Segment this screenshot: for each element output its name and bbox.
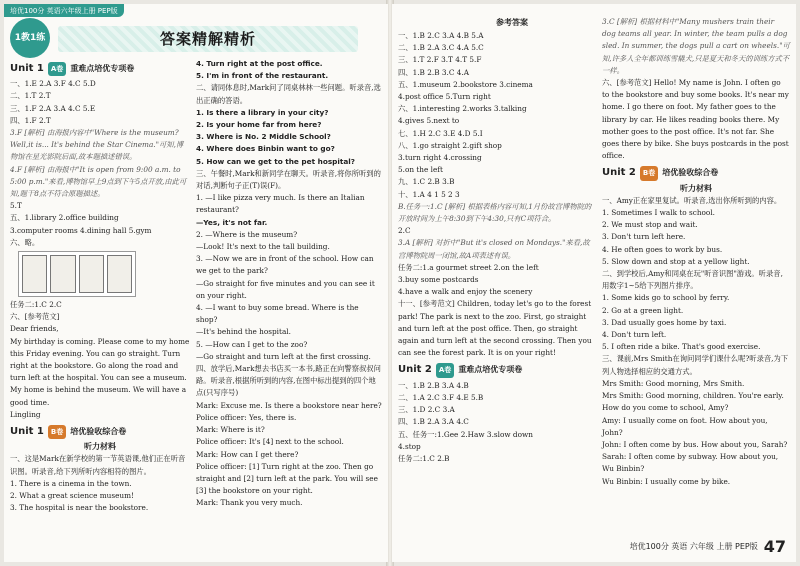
answer-line: 三、1.D 2.C 3.A	[398, 405, 455, 415]
answer-line: Sarah: I often come by subway. How about you, Wu Binbin?	[602, 452, 779, 474]
answer-line: 四、放学后,Mark想去书店买一本书,路正在向警察叔叔问路。听录音,根据所听到的内容,在图中标出提到的四个地点(只写序号)	[196, 364, 381, 398]
answer-line: John: I often come by bus. How about you, Sarah?	[602, 439, 788, 449]
answer-line: Mark: How can I get there?	[196, 449, 299, 459]
answer-line: 十、1.A 4 1 5 2 3	[398, 189, 460, 199]
answer-line: 三、午餐时,Mark和新同学在聊天。听录音,将你所听到的对话,判断句子正(T)误(F)。	[196, 168, 381, 191]
answer-line: Police officer: [1] Turn right at the zoo. Then go straight and [2] turn left at the park. You will see [3] the bookstore on your right.	[196, 461, 378, 496]
listening-label: 听力材料	[84, 442, 116, 452]
left-page	[4, 4, 388, 562]
listening-label: 听力材料	[680, 183, 712, 193]
answer-line: 3. Dad usually goes home by taxi.	[602, 317, 727, 327]
answer-line: 二、1.A 2.C 3.F 4.E 5.B	[398, 392, 484, 402]
unit2-b-badge: B卷	[640, 166, 658, 180]
answer-line: 九、1.C 2.B 3.B	[398, 177, 455, 187]
answer-line: Dear friends,	[10, 324, 59, 334]
answer-line: 四、1.B 2.A 3.A 4.C	[398, 417, 469, 427]
answer-line: 3.buy some postcards	[398, 275, 479, 285]
footer-text: 培优100分 英语 六年级 上册 PEP版	[629, 542, 758, 551]
answer-line: 5. I'm in front of the restaurant.	[196, 71, 329, 81]
answer-line: Wu Binbin: I usually come by bike.	[602, 476, 731, 486]
answer-line: 五、1.museum 2.bookstore 3.cinema	[398, 79, 533, 89]
answer-line: 5. I often ride a bike. That's good exercise.	[602, 342, 761, 352]
answer-line: B.任务一:1.C [解析] 根据表格内容可知,1月份故宫博物院的开放时间为上午8:30到下午4:30,只有C项符合。	[398, 201, 592, 224]
answer-line: 3. Don't turn left here.	[602, 232, 686, 242]
map-illustration	[18, 251, 136, 297]
essay: 六、[参考范文] Hello! My name is John. I often go to the bookstore and buy some books. It's near my home. I go there on foot. My father goes to the library by car. He likes reading books there. My mother goes to the post office. It's not far. She goes there by bike. She buys postcards in the post office.	[602, 78, 789, 161]
right-page	[392, 4, 796, 562]
answer-line: 五、1.library 2.office building	[10, 213, 119, 223]
answer-line: 六、略。	[10, 237, 40, 247]
answer-line: 1. Some kids go to school by ferry.	[602, 293, 730, 303]
answer-line: —Go straight for five minutes and you can see it on your right.	[196, 278, 375, 300]
answer-line: Mark: Thank you very much.	[196, 498, 303, 508]
left-column-2	[196, 58, 382, 510]
answer-line: 3.turn right 4.crossing	[398, 153, 482, 163]
answer-line: 六、[参考范文]	[10, 312, 60, 322]
answer-line: 六、1.interesting 2.works 3.talking	[398, 104, 527, 114]
unit2-a-heading: Unit 2 A卷 重难点培优专项卷	[398, 363, 594, 377]
answer-line: 3.C [解析] 根据材料中"Many mushers train their dog teams all year. In winter, the team pulls a dog sled. In summer, the dogs pull a cart on wheels."可知,许多人全年都训练雪橇犬,只是夏天和冬天的训练方式不一样。	[602, 17, 790, 75]
answer-line: Police officer: Yes, there is.	[196, 412, 297, 422]
main-title: 答案精解精析	[159, 30, 256, 48]
answer-line: 5. —How can I get to the zoo?	[196, 339, 308, 349]
left-column-1	[10, 58, 190, 515]
answer-line: Mark: Excuse me. Is there a bookstore near here?	[196, 400, 382, 410]
unit1-b-badge: B卷	[48, 425, 66, 439]
answer-line: —Look! It's next to the tall building.	[196, 242, 330, 252]
answer-line: 4. Turn right at the post office.	[196, 59, 323, 68]
answer-line: 5.T	[10, 201, 22, 211]
answer-line: 2. We must stop and wait.	[602, 220, 698, 230]
answer-line: 3. Where is No. 2 Middle School?	[196, 132, 331, 142]
unit1-a-heading: Unit 1 A卷 重难点培优专项卷	[10, 62, 190, 76]
answer-line: 四、1.B 2.B 3.C 4.A	[398, 67, 469, 77]
answer-line: 4.F [解析] 由海报中"It is open from 9:00 a.m. to 5:00 p.m."来看,博物馆早上9点到下午5点开放,由此可知,题干8点不符合原题描述。	[10, 164, 187, 199]
answer-line: 3.computer rooms 4.dining hall 5.gym	[10, 225, 152, 235]
answer-line: 七、1.H 2.C 3.E 4.D 5.I	[398, 128, 483, 138]
answer-line: Well,it is... It's behind the Star Cinema."可知,博物馆在星光影院后面,故本题描述错误。	[10, 140, 184, 162]
answer-line: 二、1.B 2.A 3.C 4.A 5.C	[398, 43, 484, 53]
answer-line: 一、1.B 2.C 3.A 4.B 5.A	[398, 31, 484, 40]
answer-line: 2. What a great science museum!	[10, 491, 134, 501]
unit2-b-heading: Unit 2 B卷 培优验收综合卷	[602, 166, 790, 180]
answer-line: 3. —Now we are in front of the school. How can we get to the park?	[196, 254, 374, 276]
page-number: 47	[763, 537, 786, 556]
unit2-a-badge: A卷	[436, 363, 454, 377]
answer-line: 三、1.T 2.F 3.T 4.T 5.F	[398, 55, 482, 65]
answer-line: 2. Go at a green light.	[602, 305, 684, 315]
answer-line: 一、1.E 2.A 3.F 4.C 5.D	[10, 79, 96, 89]
answer-line: Mark: Where is it?	[196, 425, 265, 435]
section-title: 参考答案	[496, 18, 528, 27]
answer-line: 5.on the left	[398, 165, 443, 175]
answer-line: 四、1.F 2.T	[10, 115, 51, 125]
answer-line: 三、1.F 2.A 3.A 4.C 5.E	[10, 103, 96, 113]
essay: My birthday is coming. Please come to my home this Friday evening. You can go straight. Turn right at the bookstore. Go along the road and turn left at the hospital. You can see a museum. My home is behind the museum. We will have a good time.	[10, 336, 190, 407]
answer-line: 二、请同体息时,Mark问了同桌林林一些问题。听录音,选出正确的答语。	[196, 83, 381, 105]
right-column-2	[602, 16, 790, 488]
answer-line: Police officer: It's [4] next to the school.	[196, 437, 344, 447]
answer-line: 3.F [解析] 由海报内容中"Where is the museum?	[10, 128, 179, 138]
answer-line: 3.A [解析] 对折中"But it's closed on Mondays."来看,故宫博物院周一闭馆,故A项表述有误。	[398, 238, 590, 260]
logo: 1教1练	[10, 18, 50, 58]
answer-line: Amy: I usually come on foot. How about you, John?	[602, 415, 768, 437]
answer-line: 3. The hospital is near the bookstore.	[10, 503, 149, 513]
answer-line: 任务二:1.C 2.C	[10, 300, 62, 310]
answer-line: 4. Where does Binbin want to go?	[196, 144, 335, 154]
answer-line: 一、Amy正在家里复试。听录音,选出你所听到的内容。	[602, 195, 782, 205]
answer-line: 1. —I like pizza very much. Is there an Italian restaurant?	[196, 193, 365, 215]
answer-line: 1. Is there a library in your city?	[196, 107, 329, 117]
answer-line: 一、这是Mark在新学校的第一节英语课,他们正在听音识图。听录音,给下列所听内容相符的图片。	[10, 454, 186, 476]
answer-line: Lingling	[10, 409, 41, 419]
answer-line: 4. —I want to buy some bread. Where is the shop?	[196, 303, 359, 325]
answer-line: 4. He often goes to work by bus.	[602, 244, 723, 254]
answer-line: 八、1.go straight 2.gift shop	[398, 140, 502, 150]
answer-line: 4. Don't turn left.	[602, 330, 667, 340]
unit1-b-heading: Unit 1 B卷 培优验收综合卷	[10, 425, 190, 439]
answer-line: 三、课前,Mrs Smith在询问同学们课什么呢?听录音,为下列人物选择相应的交通方式。	[602, 354, 789, 376]
answer-line: 4.post office 5.Turn right	[398, 92, 491, 102]
answer-line: 五、任务一:1.Gee 2.Haw 3.slow down	[398, 429, 533, 439]
answer-line: 4.have a walk and enjoy the scenery	[398, 287, 533, 297]
page-footer	[630, 537, 786, 556]
answer-line: —It's behind the hospital.	[196, 327, 291, 337]
answer-line: Mrs Smith: Good morning, Mrs Smith.	[602, 378, 745, 388]
right-column-1	[398, 30, 594, 465]
answer-line: —Yes, it's not far.	[196, 217, 268, 227]
answer-line: 任务二:1.C 2.B	[398, 453, 450, 463]
essay: 十一、[参考范文] Children, today let's go to the forest park! The park is next to the zoo. First, go straight and turn left at the post office. Then, go straight again and turn left at the second crossing. Then you can see the forest park. It is on your right!	[398, 299, 592, 358]
answer-line: —Go straight and turn left at the first crossing.	[196, 351, 371, 361]
answer-line: 2. —Where is the museum?	[196, 229, 298, 239]
answer-line: 二、到学校后,Amy和同桌在玩"听音识图"游戏。听录音,用数字1~5给下列图片排序。	[602, 269, 783, 291]
answer-line: Mrs Smith: Good morning, children. You're early. How do you come to school, Amy?	[602, 391, 784, 413]
answer-line: 4.stop	[398, 441, 421, 451]
answer-line: 5. How can we get to the pet hospital?	[196, 156, 356, 166]
answer-line: 5. Slow down and stop at a yellow light.	[602, 256, 750, 266]
running-head: 培优100分 英语六年级上册 PEP版	[4, 4, 124, 17]
answer-line: 1. There is a cinema in the town.	[10, 478, 132, 488]
answer-line: 2.C	[398, 226, 411, 236]
main-title-bar	[58, 26, 358, 52]
answer-line: 2. Is your home far from here?	[196, 120, 322, 130]
unit1-a-badge: A卷	[48, 62, 66, 76]
answer-line: 二、1.T 2.T	[10, 91, 51, 101]
answer-line: 任务二:1.a gourmet street 2.on the left	[398, 262, 539, 272]
answer-line: 4.gives 5.next to	[398, 116, 460, 126]
answer-line: 一、1.B 2.B 3.A 4.B	[398, 380, 469, 390]
answer-line: 1. Sometimes I walk to school.	[602, 208, 715, 218]
